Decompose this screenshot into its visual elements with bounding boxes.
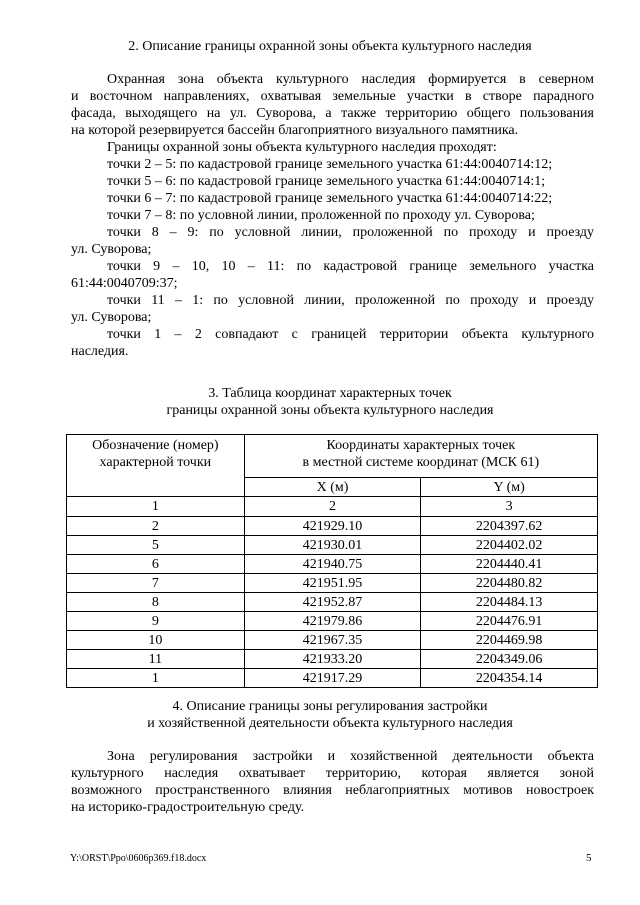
point-item: точки 5 – 6: по кадастровой границе земельного участка 61:44:0040714:1; [107, 174, 546, 189]
para-line: культурного наследия охватывает территорию, которая является зоной [71, 766, 594, 781]
page-number: 5 [586, 852, 592, 864]
para-line: на историко-градостроительную среду. [71, 800, 305, 815]
table-row: 7 421951.95 2204480.82 [67, 574, 598, 593]
table-row: 6 421940.75 2204440.41 [67, 555, 598, 574]
table-row: 9 421979.86 2204476.91 [67, 612, 598, 631]
header-point-number: Обозначение (номер) характерной точки [67, 435, 245, 497]
point-item: точки 6 – 7: по кадастровой границе земельного участка 61:44:0040714:22; [107, 191, 553, 206]
table-row: 8 421952.87 2204484.13 [67, 593, 598, 612]
boundary-points-list [71, 156, 594, 360]
column-number-row: 1 2 3 [67, 497, 598, 517]
para-line: Зона регулирования застройки и хозяйственной деятельности объекта [107, 749, 594, 764]
para-line: и восточном направлениях, охватывая земельные участки в створе парадного [71, 89, 594, 104]
section2-paragraph [71, 71, 594, 156]
point-item: точки 9 – 10, 10 – 11: по кадастровой границе земельного участка [107, 259, 594, 274]
boundary-intro: Границы охранной зоны объекта культурного наследия проходят: [107, 140, 497, 155]
table-row: 5 421930.01 2204402.02 [67, 536, 598, 555]
point-item-cont: 61:44:0040709:37; [71, 276, 178, 291]
para-line: возможного пространственного влияния неблагоприятных мотивов новостроек [71, 783, 594, 798]
para-line: на которой резервируется бассейн благоприятного визуального памятника. [71, 123, 519, 138]
header-y: Y (м) [421, 478, 598, 497]
table-row: 11 421933.20 2204349.06 [67, 650, 598, 669]
coordinates-table [66, 434, 598, 688]
point-item-cont: наследия. [71, 344, 129, 359]
header-x: X (м) [244, 478, 421, 497]
table-row: 10 421967.35 2204469.98 [67, 631, 598, 650]
point-item-cont: ул. Суворова; [71, 242, 152, 257]
para-line: Охранная зона объекта культурного наследия формируется в северном [107, 72, 594, 87]
section4-title: 4. Описание границы зоны регулирования застройки и хозяйственной деятельности объекта культурного наследия [147, 699, 513, 731]
section4-paragraph [71, 748, 594, 816]
point-item: точки 7 – 8: по условной линии, проложенной по проходу ул. Суворова; [107, 208, 535, 223]
point-item: точки 8 – 9: по условной линии, проложенной по проходу и проезду [107, 225, 594, 240]
point-item: точки 1 – 2 совпадают с границей территории объекта культурного [107, 327, 594, 342]
para-line: фасада, выходящего на ул. Суворова, а также территорию общего пользования [71, 106, 594, 121]
point-item: точки 2 – 5: по кадастровой границе земельного участка 61:44:0040714:12; [107, 157, 553, 172]
point-item-cont: ул. Суворова; [71, 310, 152, 325]
point-item: точки 11 – 1: по условной линии, проложенной по проходу и проезду [107, 293, 594, 308]
footer-file-path: Y:\ORST\Ppo\0606p369.f18.docx [70, 853, 207, 864]
table-row: 2 421929.10 2204397.62 [67, 517, 598, 536]
table-row: 1 421917.29 2204354.14 [67, 669, 598, 688]
header-coordinates: Координаты характерных точек в местной системе координат (МСК 61) [244, 435, 597, 478]
section2-title: 2. Описание границы охранной зоны объекта культурного наследия [128, 39, 532, 54]
section3-title: 3. Таблица координат характерных точек границы охранной зоны объекта культурного наследия [166, 386, 494, 418]
